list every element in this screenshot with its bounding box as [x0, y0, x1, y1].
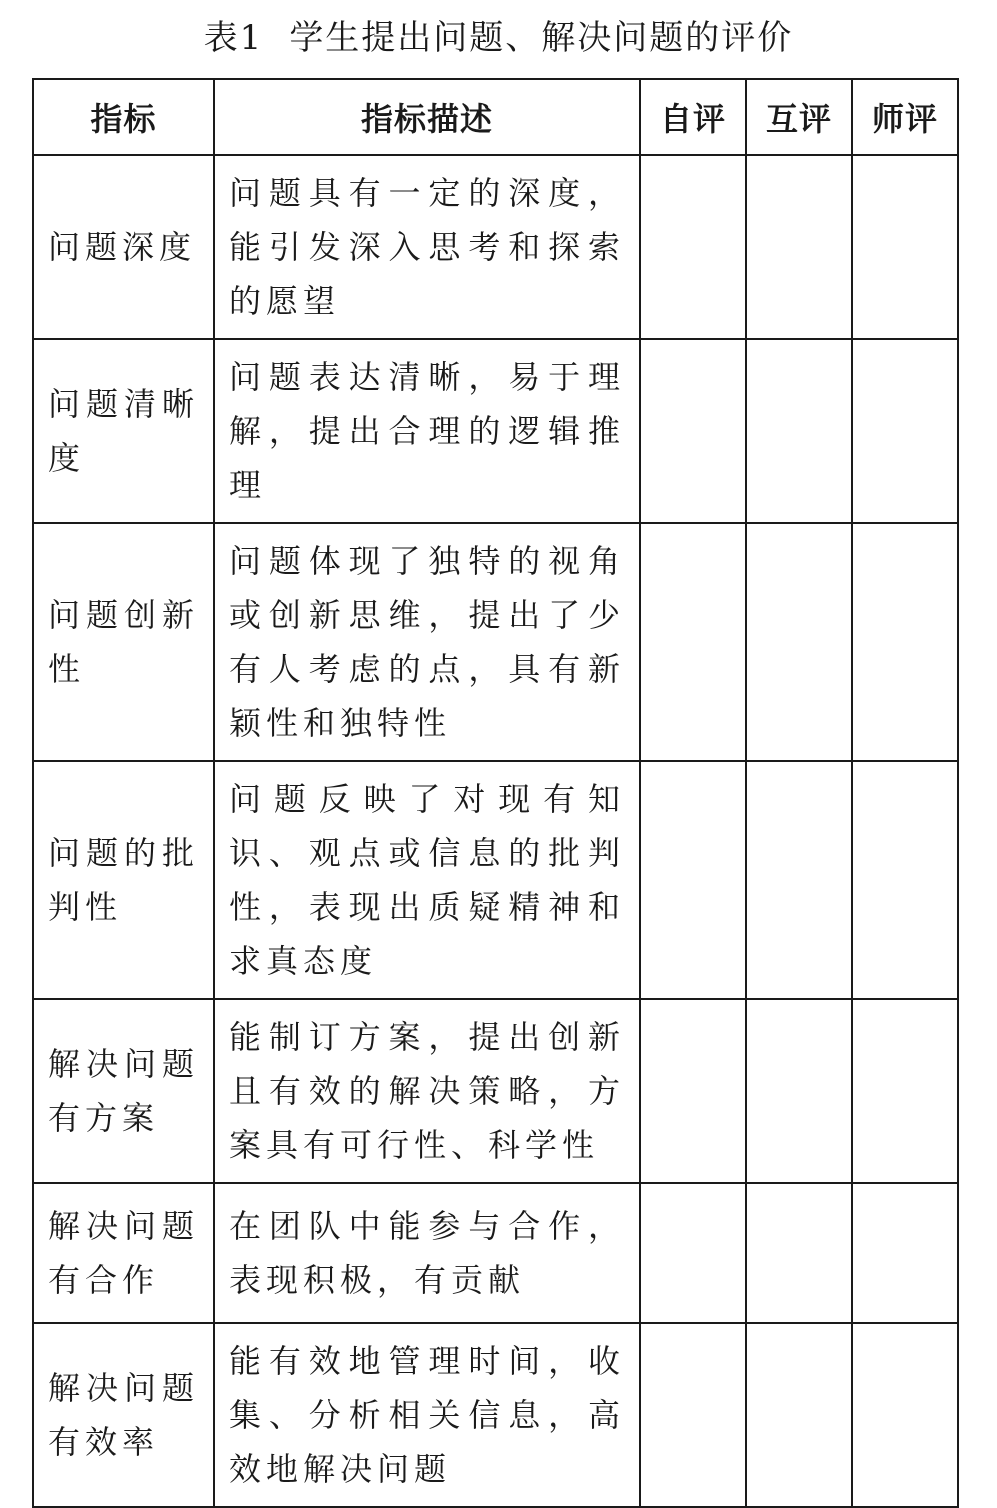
teacher-score-cell[interactable] — [852, 999, 958, 1183]
header-peer-evaluation: 互评 — [746, 79, 852, 155]
description-cell: 在团队中能参与合作，表现积极，有贡献 — [214, 1183, 640, 1323]
peer-score-cell[interactable] — [746, 1183, 852, 1323]
description-cell: 问题具有一定的深度，能引发深入思考和探索的愿望 — [214, 155, 640, 339]
self-score-cell[interactable] — [640, 523, 746, 761]
table-row — [33, 1323, 958, 1507]
teacher-score-cell[interactable] — [852, 339, 958, 523]
table-number: 表1 — [203, 18, 264, 58]
teacher-score-cell[interactable] — [852, 761, 958, 999]
teacher-score-cell[interactable] — [852, 1323, 958, 1507]
evaluation-table — [32, 78, 959, 1508]
peer-score-cell[interactable] — [746, 999, 852, 1183]
table-caption — [0, 10, 997, 66]
description-cell: 能有效地管理时间，收集、分析相关信息，高效地解决问题 — [214, 1323, 640, 1507]
peer-score-cell[interactable] — [746, 761, 852, 999]
peer-score-cell[interactable] — [746, 155, 852, 339]
header-teacher-evaluation: 师评 — [852, 79, 958, 155]
table-row — [33, 339, 958, 523]
self-score-cell[interactable] — [640, 761, 746, 999]
header-description: 指标描述 — [214, 79, 640, 155]
indicator-cell: 解决问题有方案 — [33, 999, 214, 1183]
indicator-cell: 问题清晰度 — [33, 339, 214, 523]
peer-score-cell[interactable] — [746, 1323, 852, 1507]
table-row — [33, 155, 958, 339]
header-indicator: 指标 — [33, 79, 214, 155]
self-score-cell[interactable] — [640, 999, 746, 1183]
header-self-evaluation: 自评 — [640, 79, 746, 155]
table-row — [33, 761, 958, 999]
teacher-score-cell[interactable] — [852, 523, 958, 761]
header-row — [33, 79, 958, 155]
table-row — [33, 523, 958, 761]
self-score-cell[interactable] — [640, 1183, 746, 1323]
indicator-cell: 解决问题有合作 — [33, 1183, 214, 1323]
table-row — [33, 999, 958, 1183]
indicator-cell: 问题创新性 — [33, 523, 214, 761]
teacher-score-cell[interactable] — [852, 1183, 958, 1323]
self-score-cell[interactable] — [640, 1323, 746, 1507]
self-score-cell[interactable] — [640, 339, 746, 523]
indicator-cell: 问题深度 — [33, 155, 214, 339]
description-cell: 能制订方案，提出创新且有效的解决策略，方案具有可行性、科学性 — [214, 999, 640, 1183]
table-row — [33, 1183, 958, 1323]
peer-score-cell[interactable] — [746, 523, 852, 761]
self-score-cell[interactable] — [640, 155, 746, 339]
peer-score-cell[interactable] — [746, 339, 852, 523]
description-cell: 问题反映了对现有知识、观点或信息的批判性，表现出质疑精神和求真态度 — [214, 761, 640, 999]
teacher-score-cell[interactable] — [852, 155, 958, 339]
indicator-cell: 问题的批判性 — [33, 761, 214, 999]
table-title: 学生提出问题、解决问题的评价 — [289, 18, 794, 58]
description-cell: 问题表达清晰，易于理解，提出合理的逻辑推理 — [214, 339, 640, 523]
indicator-cell: 解决问题有效率 — [33, 1323, 214, 1507]
description-cell: 问题体现了独特的视角或创新思维，提出了少有人考虑的点，具有新颖性和独特性 — [214, 523, 640, 761]
